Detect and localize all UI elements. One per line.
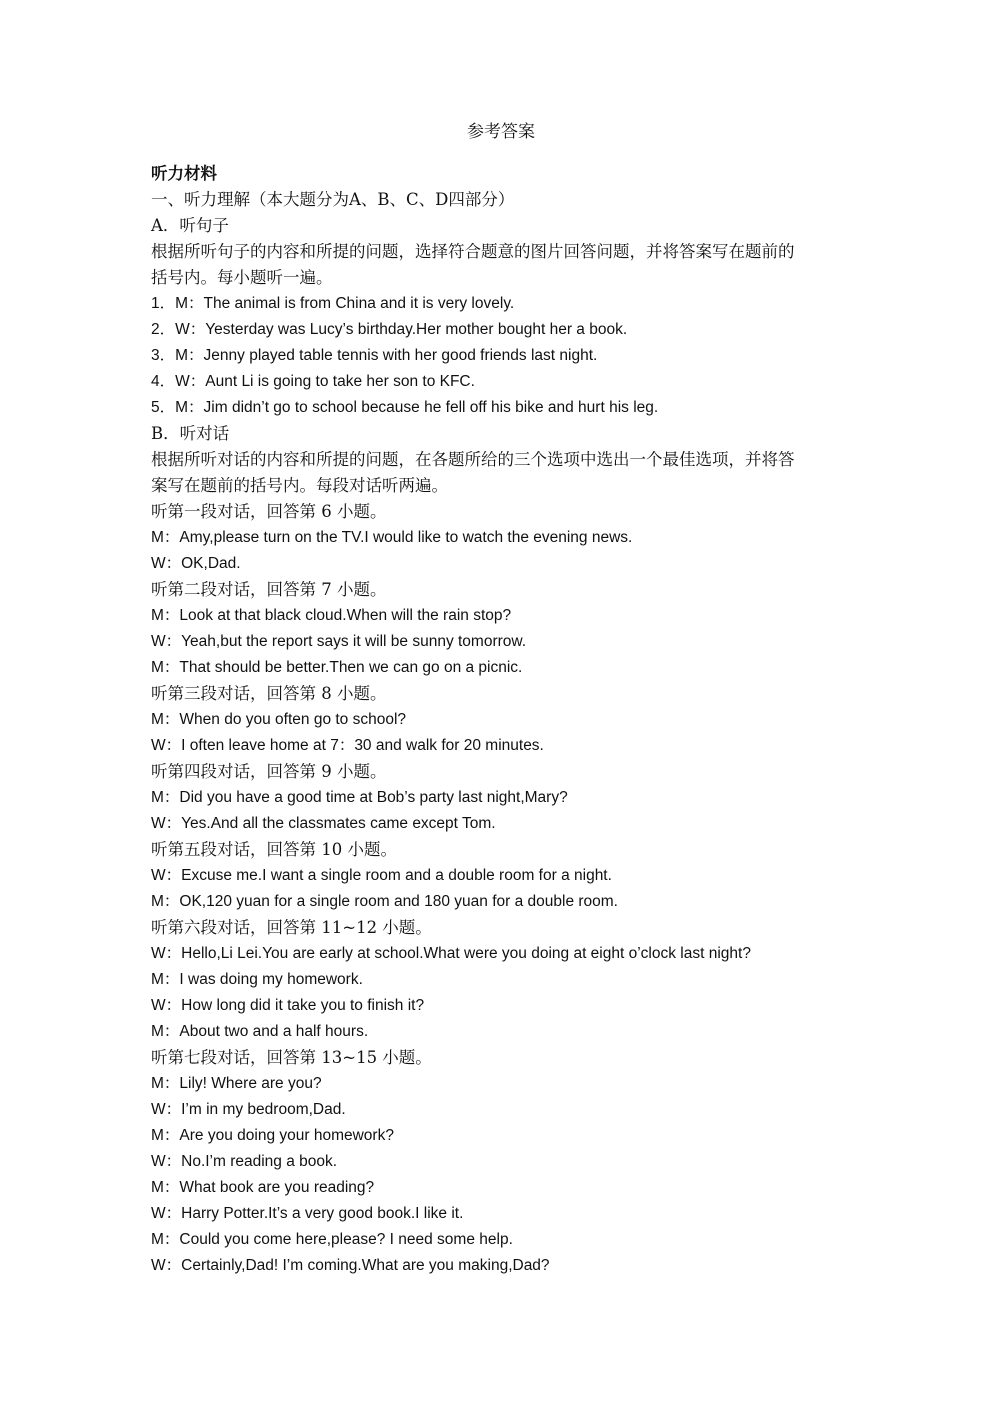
dialogue-intro: 听第一段对话，回答第 6 小题。 <box>151 502 387 521</box>
dialogue-line: W：Yeah,but the report says it will be sunny tomorrow. <box>151 633 527 650</box>
section-heading: 听力材料 <box>151 164 217 183</box>
part-a-instruction-line2: 括号内。每小题听一遍。 <box>151 268 333 287</box>
dialogue-line: W：OK,Dad. <box>151 555 241 572</box>
part-b-heading: B．听对话 <box>151 424 230 443</box>
dialogue-line: M：What book are you reading? <box>151 1179 375 1196</box>
dialogue-line: W：No.I’m reading a book. <box>151 1153 338 1170</box>
dialogue-line: M：Amy,please turn on the TV.I would like to watch the evening news. <box>151 529 633 546</box>
dialogue-intro: 听第二段对话，回答第 7 小题。 <box>151 580 387 599</box>
part-a-item: 2．W：Yesterday was Lucy’s birthday.Her mother bought her a book. <box>151 321 628 338</box>
dialogue-intro: 听第六段对话，回答第 11~12 小题。 <box>151 918 432 937</box>
dialogue-line: W：Harry Potter.It’s a very good book.I like it. <box>151 1205 464 1222</box>
part-b-instruction-line1: 根据所听对话的内容和所提的问题，在各题所给的三个选项中选出一个最佳选项，并将答 <box>151 450 795 469</box>
dialogue-line: M：About two and a half hours. <box>151 1023 369 1040</box>
dialogue-line: M：OK,120 yuan for a single room and 180 yuan for a double room. <box>151 893 618 910</box>
part-a-item: 1．M：The animal is from China and it is very lovely. <box>151 295 515 312</box>
dialogue-line: M：Did you have a good time at Bob’s party last night,Mary? <box>151 789 568 806</box>
dialogue-line: M：I was doing my homework. <box>151 971 363 988</box>
dialogue-line: M：Could you come here,please? I need some help. <box>151 1231 513 1248</box>
dialogue-line: W：Hello,Li Lei.You are early at school.What were you doing at eight o’clock last night? <box>151 945 751 962</box>
part-a-item: 4．W：Aunt Li is going to take her son to KFC. <box>151 373 475 390</box>
part-a-item: 3．M：Jenny played table tennis with her good friends last night. <box>151 347 598 364</box>
dialogue-line: M：Are you doing your homework? <box>151 1127 394 1144</box>
dialogue-intro: 听第五段对话，回答第 10 小题。 <box>151 840 397 859</box>
dialogue-intro: 听第三段对话，回答第 8 小题。 <box>151 684 387 703</box>
dialogue-line: W：Excuse me.I want a single room and a double room for a night. <box>151 867 612 884</box>
part-one-heading: 一、听力理解（本大题分为A、B、C、D四部分） <box>151 190 515 209</box>
dialogue-line: W：I’m in my bedroom,Dad. <box>151 1101 346 1118</box>
dialogue-line: M：Lily! Where are you? <box>151 1075 322 1092</box>
dialogue-line: W：Certainly,Dad! I’m coming.What are you making,Dad? <box>151 1257 550 1274</box>
dialogue-line: M：When do you often go to school? <box>151 711 407 728</box>
part-a-item: 5．M：Jim didn’t go to school because he fell off his bike and hurt his leg. <box>151 399 659 416</box>
part-b-instruction-line2: 案写在题前的括号内。每段对话听两遍。 <box>151 476 448 495</box>
dialogue-intro: 听第四段对话，回答第 9 小题。 <box>151 762 387 781</box>
part-a-instruction-line1: 根据所听句子的内容和所提的问题，选择符合题意的图片回答问题，并将答案写在题前的 <box>151 242 795 261</box>
page-title: 参考答案 <box>467 122 535 142</box>
dialogue-line: W：How long did it take you to finish it? <box>151 997 425 1014</box>
dialogue-line: M：That should be better.Then we can go on a picnic. <box>151 659 523 676</box>
dialogue-intro: 听第七段对话，回答第 13~15 小题。 <box>151 1048 432 1067</box>
answer-document <box>151 120 851 1279</box>
dialogue-line: W：Yes.And all the classmates came except Tom. <box>151 815 496 832</box>
dialogue-line: M：Look at that black cloud.When will the rain stop? <box>151 607 512 624</box>
part-a-heading: A．听句子 <box>151 216 229 235</box>
dialogue-line: W：I often leave home at 7：30 and walk for 20 minutes. <box>151 737 544 754</box>
